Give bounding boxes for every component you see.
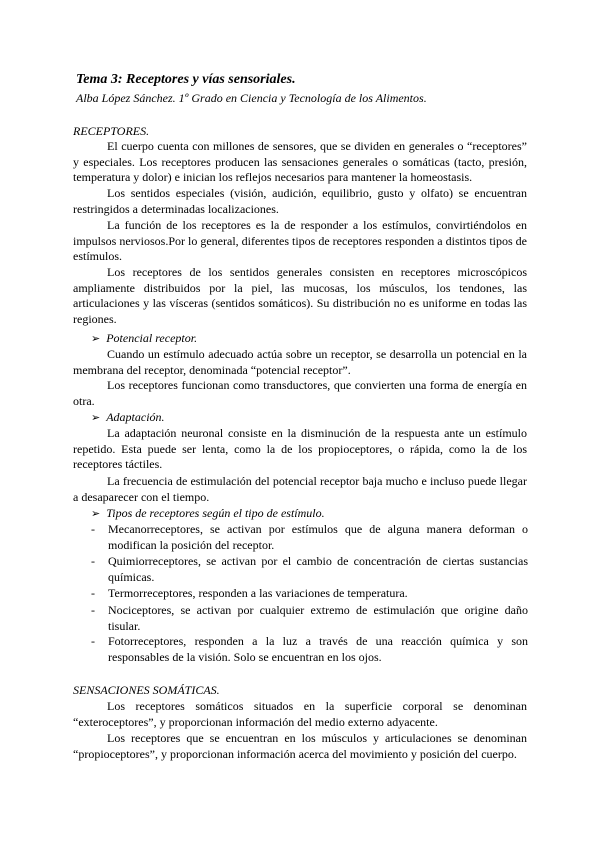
paragraph: Los receptores de los sentidos generales consisten en receptores microscópicos ampliamente distribuidos por la piel, las mucosas, los músculos, los tendones, las articulaciones y las vísceras (sentidos somáticos). Su distribución no es uniforme en todas las regiones. bbox=[73, 265, 527, 326]
paragraph: Los receptores funcionan como transductores, que convierten una forma de energía en otra. bbox=[73, 378, 527, 408]
paragraph: Los receptores somáticos situados en la superficie corporal se denominan “exteroceptores”, y proporcionan información del medio externo adyacente. bbox=[73, 699, 527, 729]
dash-marker: - bbox=[91, 522, 95, 536]
list-item bbox=[91, 586, 528, 602]
paragraph: Los receptores que se encuentran en los músculos y articulaciones se denominan “propioceptores”, y proporcionan información acerca del movimiento y posición del cuerpo. bbox=[73, 731, 527, 761]
paragraph: Cuando un estímulo adecuado actúa sobre un receptor, se desarrolla un potencial en la membrana del receptor, denominada “potencial receptor”. bbox=[73, 347, 527, 377]
bullet-label: Adaptación. bbox=[106, 410, 165, 424]
bullet-label: Potencial receptor. bbox=[106, 331, 198, 345]
list-item-text: Fotorreceptores, responden a la luz a través de una reacción química y son responsables de la visión. Solo se encuentran en los ojos. bbox=[108, 634, 528, 664]
arrow-bullet-icon: ➢ bbox=[91, 507, 101, 520]
list-item bbox=[91, 554, 528, 585]
list-item-text: Quimiorreceptores, se activan por el cambio de concentración de ciertas sustancias químicas. bbox=[108, 554, 528, 584]
paragraph: La frecuencia de estimulación del potencial receptor baja mucho e incluso puede llegar a desaparecer con el tiempo. bbox=[73, 474, 527, 504]
dash-marker: - bbox=[91, 586, 95, 600]
list-item-text: Nociceptores, se activan por cualquier extremo de estimulación que origine daño tisular. bbox=[108, 603, 528, 633]
dash-marker: - bbox=[91, 554, 95, 568]
paragraph: La adaptación neuronal consiste en la disminución de la respuesta ante un estímulo repetido. Esta puede ser lenta, como la de los propioceptores, o rápida, como la de los receptores táctiles. bbox=[73, 426, 527, 471]
list-item-text: Mecanorreceptores, se activan por estímulos que de alguna manera deforman o modifican la posición del receptor. bbox=[108, 522, 528, 552]
bullet-label: Tipos de receptores según el tipo de estímulo. bbox=[106, 506, 325, 520]
list-item bbox=[91, 522, 528, 553]
paragraph: Los sentidos especiales (visión, audición, equilibrio, gusto y olfato) se encuentran restringidos a determinadas localizaciones. bbox=[73, 186, 527, 216]
document-subtitle: Alba López Sánchez. 1º Grado en Ciencia y Tecnología de los Alimentos. bbox=[76, 91, 427, 105]
list-item bbox=[91, 634, 528, 665]
section-heading-sensaciones-somaticas: SENSACIONES SOMÁTICAS. bbox=[73, 683, 220, 697]
dash-marker: - bbox=[91, 603, 95, 617]
arrow-bullet-icon: ➢ bbox=[91, 411, 101, 424]
bullet-adaptacion bbox=[91, 410, 165, 425]
bullet-potencial-receptor bbox=[91, 331, 197, 346]
paragraph: La función de los receptores es la de responder a los estímulos, convirtiéndolos en impulsos nerviosos.Por lo general, diferentes tipos de receptores responden a distintos tipos de estímulos. bbox=[73, 218, 527, 263]
list-item-text: Termorreceptores, responden a las variaciones de temperatura. bbox=[108, 586, 408, 600]
document-title: Tema 3: Receptores y vías sensoriales. bbox=[76, 72, 296, 87]
paragraph: El cuerpo cuenta con millones de sensores, que se dividen en generales o “receptores” y especiales. Los receptores producen las sensaciones generales o somáticas (tacto, presión, temperatura y dolor) e inician los reflejos necesarios para mantener la homeostasis. bbox=[73, 139, 527, 184]
list-item bbox=[91, 603, 528, 634]
section-heading-receptores: RECEPTORES. bbox=[73, 124, 150, 138]
arrow-bullet-icon: ➢ bbox=[91, 332, 101, 345]
dash-marker: - bbox=[91, 634, 95, 648]
bullet-tipos-receptores bbox=[91, 506, 325, 521]
